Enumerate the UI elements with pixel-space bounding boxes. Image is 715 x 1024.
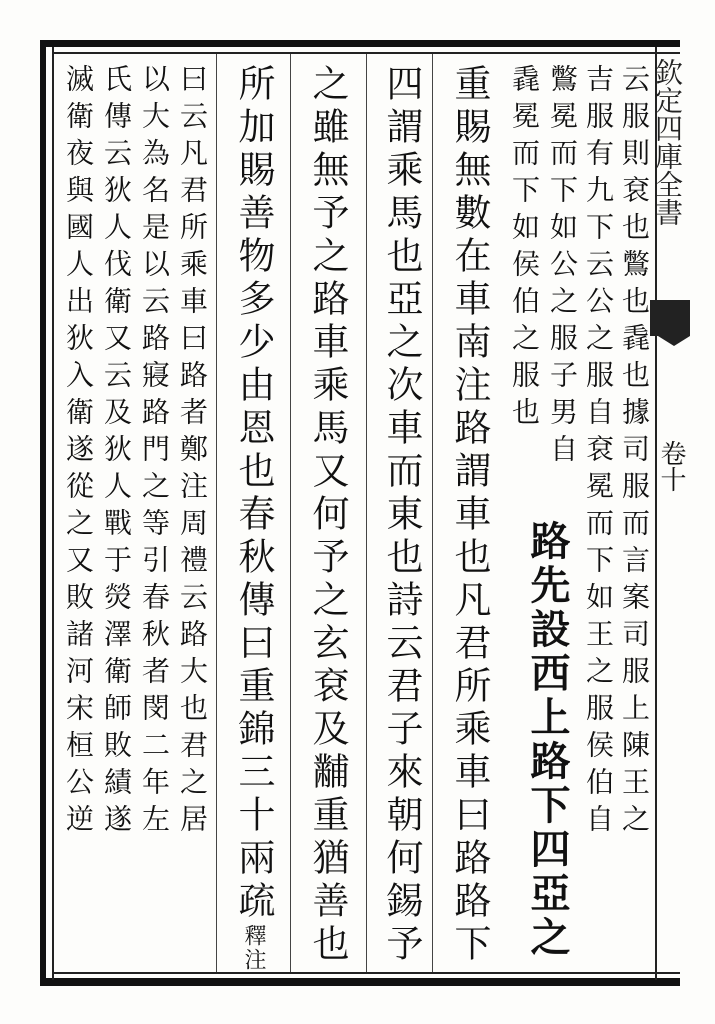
text-column-3 <box>544 64 580 471</box>
text-column-2: 吉服有九下云公之服自袞冕而下如王之服侯伯自 <box>582 64 615 841</box>
fish-tail-mark <box>650 300 690 336</box>
inline-note: 釋注 <box>241 924 266 972</box>
text-column-12: 滅衛夜與國人出狄入衛遂從之又敗諸河宋桓公逆 <box>62 64 95 841</box>
text-column-11: 氏傳云狄人伐衛又云及狄人戰于熒澤衛師敗績遂 <box>100 64 133 841</box>
column-divider <box>366 54 367 972</box>
text-column-5: 重賜無數在車南注路謂車也凡君所乘車曰路路下 <box>448 64 491 967</box>
column-divider <box>432 54 433 972</box>
text-column-9: 曰云凡君所乘車曰路者鄭注周禮云路大也君之居 <box>176 64 209 841</box>
inner-border-bottom <box>52 972 680 974</box>
text-column-4: 毳冕而下如侯伯之服也 <box>508 64 541 434</box>
text-column-7: 之雖無予之路車乘馬又何予之玄袞及黼重猶善也 <box>306 64 349 967</box>
text-column-6: 四謂乘馬也亞之次車而東也詩云君子來朝何錫予 <box>380 64 423 967</box>
book-title: 欽定四庫全書 <box>651 58 684 226</box>
volume-label: 卷十 <box>656 440 686 492</box>
text-column-10: 以大為名是以云路寢路門之等引春秋者閔二年左 <box>138 64 171 841</box>
main-text: 所加賜善物多少由恩也春秋傳曰重錦三十兩疏 <box>232 64 275 924</box>
column-divider <box>290 54 291 972</box>
note-text: 鷩冕而下如公之服子男自 <box>546 64 579 471</box>
text-column-8 <box>226 64 280 972</box>
text-column-1: 云服則袞也鷩也毳也據司服而言案司服上陳王之 <box>618 64 651 841</box>
main-text-inset: 路先設西上路下四亞之 <box>524 520 571 960</box>
inner-border-left <box>52 47 54 980</box>
column-divider <box>216 54 217 972</box>
